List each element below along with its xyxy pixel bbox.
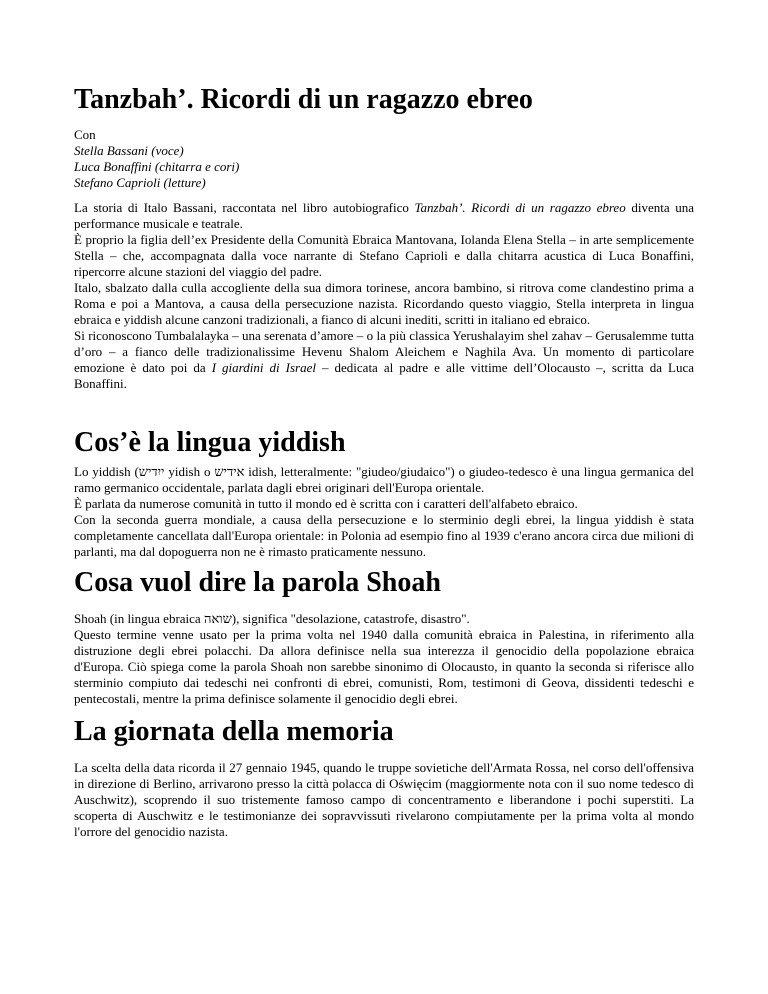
paragraph-text: Si riconoscono Tumbalalayka – una serenata d’amore – o la più classica Yerushalayim shel zahav – Gerusalemme tutta d’oro – a fianco delle tradizionalissime Hevenu Shalom Aleichem e Naghila Ava. Un momento di particolare emozione è dato poi da (74, 328, 694, 375)
section-body-tanzbah (74, 200, 694, 392)
paragraph: Shoah (in lingua ebraica שואה), significa "desolazione, catastrofe, disastro". (74, 611, 470, 626)
paragraph-text: – dedicata al padre e alle vittime dell’Olocausto –, scritta da Luca Bonaffini. (74, 360, 694, 391)
section-body-memoria (74, 760, 694, 840)
section-body-yiddish (74, 464, 694, 560)
paragraph (74, 200, 694, 232)
paragraph: È proprio la figlia dell’ex Presidente della Comunità Ebraica Mantovana, Iolanda Elena Stella – in arte semplicemente Stella – che, accompagnata dalla voce narrante di Stefano Caprioli e dalla chitarra acustica di Luca Bonaffini, ripercorre alcune stazioni del viaggio del padre. (74, 232, 694, 279)
paragraph: È parlata da numerose comunità in tutto il mondo ed è scritta con i caratteri dell'alfabeto ebraico. (74, 496, 578, 511)
section-title-shoah: Cosa vuol dire la parola Shoah (74, 567, 441, 598)
section-title-memoria: La giornata della memoria (74, 716, 394, 747)
paragraph: Italo, sbalzato dalla culla accogliente della sua dimora torinese, ancora bambino, si ritrova come clandestino prima a Roma e poi a Mantova, a causa della persecuzione nazista. Ricordando questo viaggio, Stella interpreta in lingua ebraica e yiddish alcune canzoni tradizionali, a fianco di alcuni inediti, scritti in italiano ed ebraico. (74, 280, 694, 327)
credit-line: Stella Bassani (voce) (74, 143, 184, 158)
paragraph: Con la seconda guerra mondiale, a causa della persecuzione e lo sterminio degli ebrei, la lingua yiddish è stata completamente cancellata dall'Europa orientale: in Polonia ad esempio fino al 1939 c'erano ancora circa due milioni di parlanti, ma dal dopoguerra non ne è rimasto praticamente nessuno. (74, 512, 694, 559)
section-title-yiddish: Cos’è la lingua yiddish (74, 427, 346, 458)
paragraph-text: La storia di Italo Bassani, raccontata nel libro autobiografico (74, 200, 415, 215)
section-title-tanzbah: Tanzbah’. Ricordi di un ragazzo ebreo (74, 84, 533, 115)
paragraph (74, 328, 694, 392)
paragraph: Questo termine venne usato per la prima volta nel 1940 dalla comunità ebraica in Palestina, in riferimento alla distruzione degli ebrei polacchi. Da allora definisce nella sua interezza il genocidio della popolazione ebraica d'Europa. Ciò spiega come la parola Shoah non sarebbe sinonimo di Olocausto, in quanto la seconda si riferisce allo sterminio compiuto dai tedeschi nei confronti di ebrei, comunisti, Rom, testimoni di Geova, dissidenti tedeschi e pentecostali, mentre la prima definisce solamente il genocidio degli ebrei. (74, 627, 694, 706)
song-title: I giardini di Israel (211, 360, 316, 375)
paragraph-text: diventa una performance musicale e teatrale. (74, 200, 694, 231)
credits-block (74, 127, 694, 191)
paragraph: La scelta della data ricorda il 27 gennaio 1945, quando le truppe sovietiche dell'Armata Rossa, nel corso dell'offensiva in direzione di Berlino, arrivarono presso la città polacca di Oświęcim (maggiormente nota con il suo nome tedesco di Auschwitz), scoprendo il suo tristemente famoso campo di concentramento e liberandone i pochi superstiti. La scoperta di Auschwitz e le testimonianze dei sopravvissuti rivelarono compiutamente per la prima volta al mondo l'orrore del genocidio nazista. (74, 760, 694, 839)
paragraph: Lo yiddish (ייִדיש yidish o אידיש idish, letteralmente: "giudeo/giudaico") o giudeo-tedesco è una lingua germanica del ramo germanico occidentale, parlata dagli ebrei originari dell'Europa orientale. (74, 464, 694, 495)
credits-intro: Con (74, 127, 96, 142)
section-body-shoah (74, 611, 694, 707)
book-title: Tanzbah’. Ricordi di un ragazzo ebreo (414, 200, 626, 215)
credit-line: Stefano Caprioli (letture) (74, 175, 206, 190)
credit-line: Luca Bonaffini (chitarra e cori) (74, 159, 240, 174)
